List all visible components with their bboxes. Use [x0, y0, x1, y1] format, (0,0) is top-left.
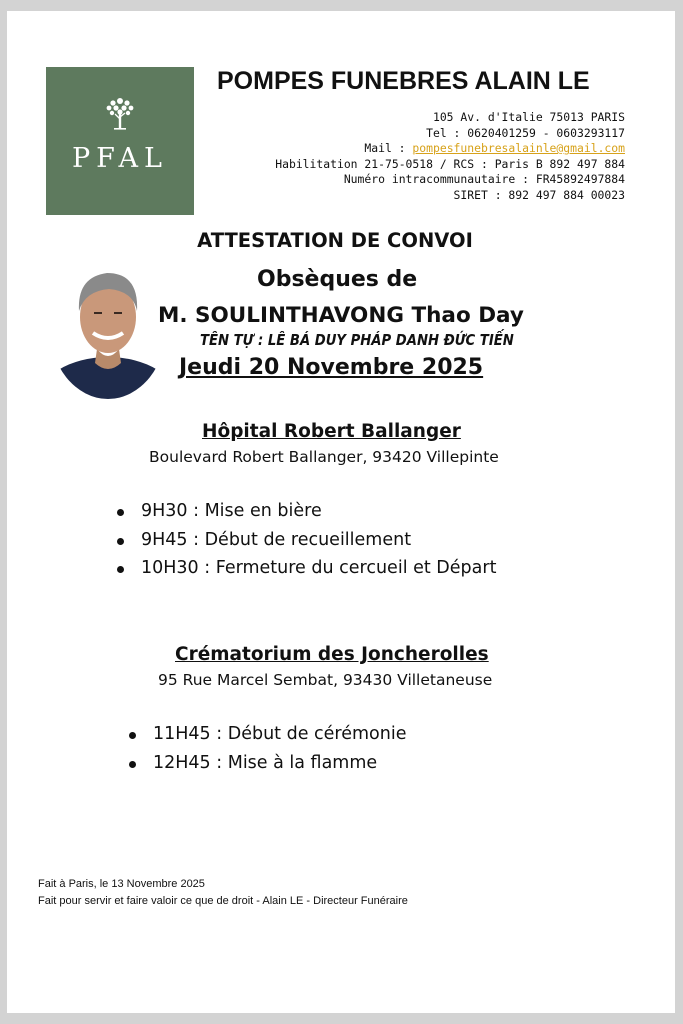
deceased-portrait [49, 251, 167, 399]
company-info [275, 110, 625, 204]
company-intracom: Numéro intracommunautaire : FR45892497884 [343, 172, 625, 187]
mail-link[interactable]: pompesfunebresalainle@gmail.com [412, 141, 625, 156]
hospital-schedule [117, 501, 496, 587]
mail-label: Mail : [364, 141, 413, 156]
list-item: 9H45 : Début de recueillement [117, 530, 496, 559]
ceremony-date: Jeudi 20 Novembre 2025 [179, 355, 484, 380]
company-mail-row [275, 141, 625, 157]
bullet-icon [117, 566, 124, 573]
company-logo [46, 67, 194, 215]
logo-text: PFAL [72, 143, 168, 174]
document-page [7, 11, 675, 1013]
bullet-icon [129, 732, 136, 739]
company-habilitation: Habilitation 21-75-0518 / RCS : Paris B 892 497 884 [275, 156, 625, 171]
venue-crematorium-address: 95 Rue Marcel Sembat, 93430 Villetaneuse [158, 671, 493, 689]
venue-hospital-address: Boulevard Robert Ballanger, 93420 Villepinte [149, 448, 499, 466]
venue-crematorium-name: Crématorium des Joncherolles [175, 644, 489, 665]
venue-hospital-name: Hôpital Robert Ballanger [202, 421, 461, 442]
list-item: 9H30 : Mise en bière [117, 501, 496, 530]
bullet-icon [129, 761, 136, 768]
document-title: ATTESTATION DE CONVOI [197, 229, 473, 252]
company-name: POMPES FUNEBRES ALAIN LE [217, 67, 590, 95]
company-address: 105 Av. d'Italie 75013 PARIS [432, 110, 625, 124]
company-tel: Tel : 0620401259 - 0603293117 [426, 125, 625, 140]
deceased-name: M. SOULINTHAVONG Thao Day [158, 303, 524, 328]
religious-name: TÊN TỰ : LÊ BÁ DUY PHÁP DANH ĐỨC TIẾN [200, 331, 514, 349]
footer-place-date: Fait à Paris, le 13 Novembre 2025 [38, 878, 205, 890]
list-item: 12H45 : Mise à la flamme [129, 753, 406, 782]
list-item: 11H45 : Début de cérémonie [129, 724, 406, 753]
bullet-icon [117, 538, 124, 545]
footer-signature: Fait pour servir et faire valoir ce que de droit - Alain LE - Directeur Funéraire [38, 895, 408, 907]
footer [38, 876, 408, 910]
crematorium-schedule [129, 724, 406, 781]
bullet-icon [117, 509, 124, 516]
list-item: 10H30 : Fermeture du cercueil et Départ [117, 558, 496, 587]
tree-icon [100, 93, 140, 133]
company-siret: SIRET : 892 497 884 00023 [453, 187, 625, 202]
obseques-heading: Obsèques de [257, 267, 418, 292]
